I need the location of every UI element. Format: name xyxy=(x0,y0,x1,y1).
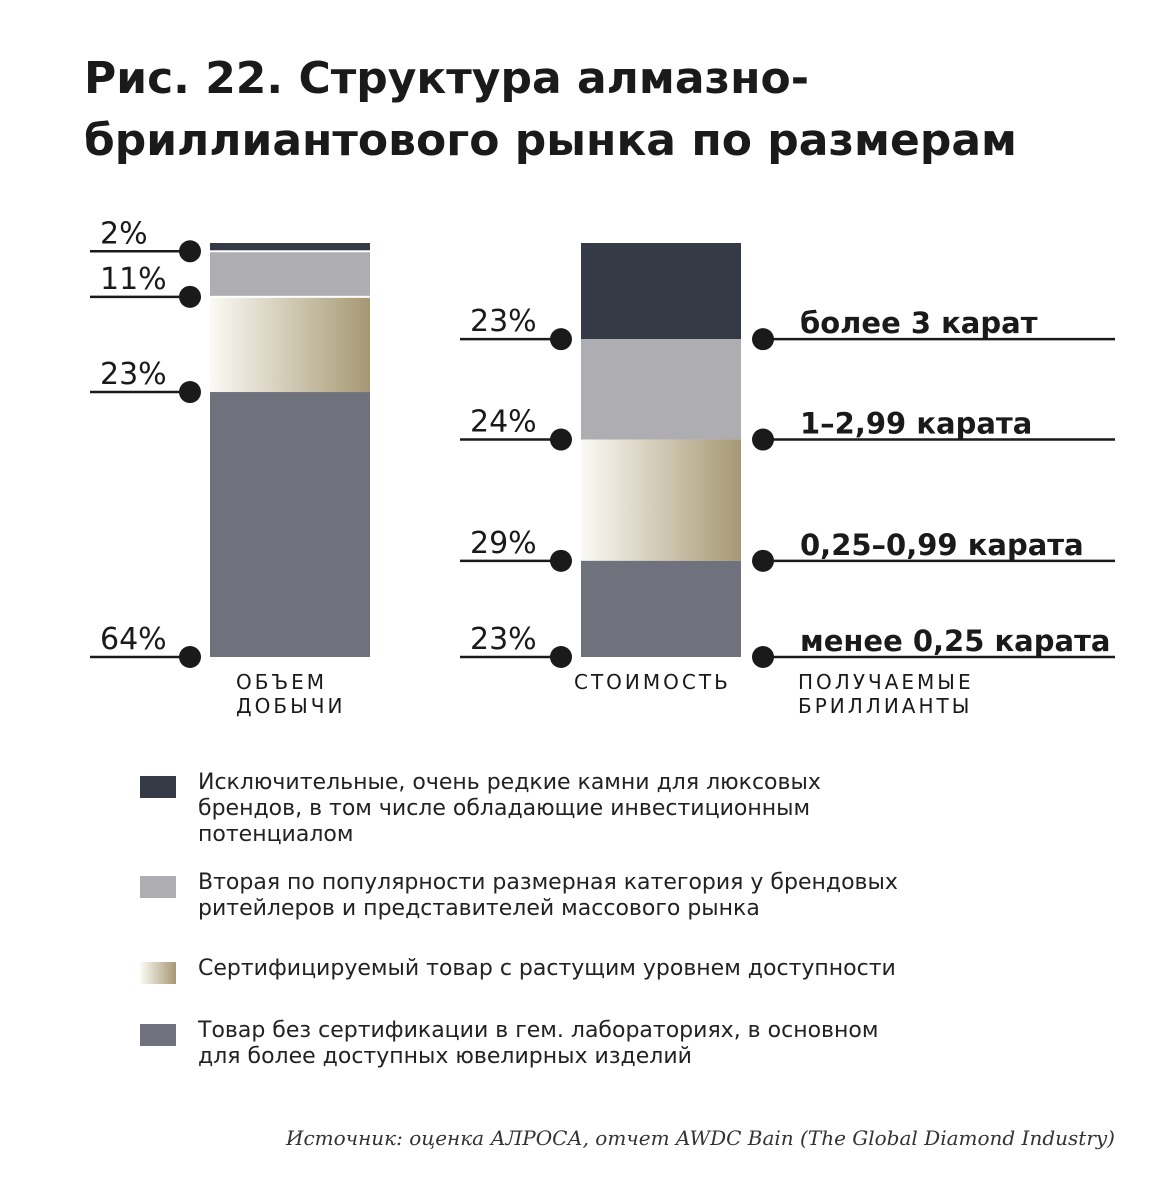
chart-title-line-2: бриллиантового рынка по размерам xyxy=(84,115,1017,166)
size-marker-dot xyxy=(752,646,774,668)
legend-line: Вторая по популярности размерная категория у брендовых xyxy=(198,870,898,895)
legend-swatch-gray xyxy=(140,1024,176,1046)
bar-1-marker-dot xyxy=(179,381,201,403)
bar-2-category-label: СТОИМОСТЬ xyxy=(574,670,731,694)
size-column-header: БРИЛЛИАНТЫ xyxy=(798,694,973,718)
segment-gap xyxy=(210,250,370,252)
bar-1-value-label: 23% xyxy=(100,357,167,393)
bar-1-category-label: ДОБЫЧИ xyxy=(236,694,346,718)
bar-1-segment-exceptional xyxy=(210,243,370,251)
source-note: Источник: оценка АЛРОСА, отчет AWDC Bain (The Global Diamond Industry) xyxy=(286,1126,1115,1150)
bar-2-value-label: 29% xyxy=(470,525,537,561)
size-marker-dot xyxy=(752,429,774,451)
chart-title-line-1: Рис. 22. Структура алмазно- xyxy=(84,53,810,104)
legend-line: потенциалом xyxy=(198,822,354,847)
bar-1-value-label: 2% xyxy=(100,216,148,252)
bar-2-segment-exceptional xyxy=(581,243,741,339)
legend-line: ритейлеров и представителей массового рынка xyxy=(198,896,760,921)
legend-text-uncertified xyxy=(198,1018,998,1070)
bar-2-value-label: 23% xyxy=(470,304,537,340)
bar-1-segment-certified xyxy=(210,297,370,392)
size-category-label: более 3 карат xyxy=(800,306,1038,341)
legend-text-certified xyxy=(198,956,998,982)
bar-2-marker-dot xyxy=(550,550,572,572)
bar-1-marker-dot xyxy=(179,240,201,262)
bar-1-segment-uncertified xyxy=(210,392,370,657)
legend-text-second-popular xyxy=(198,870,998,922)
legend-line: Исключительные, очень редкие камни для люксовых xyxy=(198,770,821,795)
bar-1-value-label: 11% xyxy=(100,261,167,297)
bar-2-marker-dot xyxy=(550,328,572,350)
size-category-label: 0,25–0,99 карата xyxy=(800,527,1084,562)
size-column-header: ПОЛУЧАЕМЫЕ xyxy=(798,670,974,694)
legend-swatch-gold xyxy=(140,962,176,984)
bar-1-segment-second-popular xyxy=(210,251,370,297)
bar-2-value-label: 24% xyxy=(470,404,537,440)
legend-line: для более доступных ювелирных изделий xyxy=(198,1044,692,1069)
bar-2-value-label: 23% xyxy=(470,622,537,657)
legend-text-exceptional xyxy=(198,770,998,848)
bar-1-category-label: ОБЪЕМ xyxy=(236,670,328,694)
bar-2-segment-second-popular xyxy=(581,339,741,439)
size-marker-dot xyxy=(752,328,774,350)
legend-line: Товар без сертификации в гем. лабораториях, в основном xyxy=(198,1018,879,1043)
legend-line: Сертифицируемый товар с растущим уровнем доступности xyxy=(198,956,896,981)
bar-1-value-label: 64% xyxy=(100,622,167,657)
size-category-label: 1–2,99 карата xyxy=(800,406,1033,441)
legend-line: брендов, в том числе обладающие инвестиционным xyxy=(198,796,811,821)
size-marker-dot xyxy=(752,550,774,572)
segment-gap xyxy=(210,296,370,298)
bar-2-segment-uncertified xyxy=(581,561,741,657)
bar-2-marker-dot xyxy=(550,429,572,451)
bar-2-segment-certified xyxy=(581,440,741,561)
bar-1-marker-dot xyxy=(179,286,201,308)
size-category-label: менее 0,25 карата xyxy=(800,624,1111,658)
bar-2-marker-dot xyxy=(550,646,572,668)
legend-swatch-dark xyxy=(140,776,176,798)
bar-1-marker-dot xyxy=(179,646,201,668)
legend-swatch-light-gray xyxy=(140,876,176,898)
